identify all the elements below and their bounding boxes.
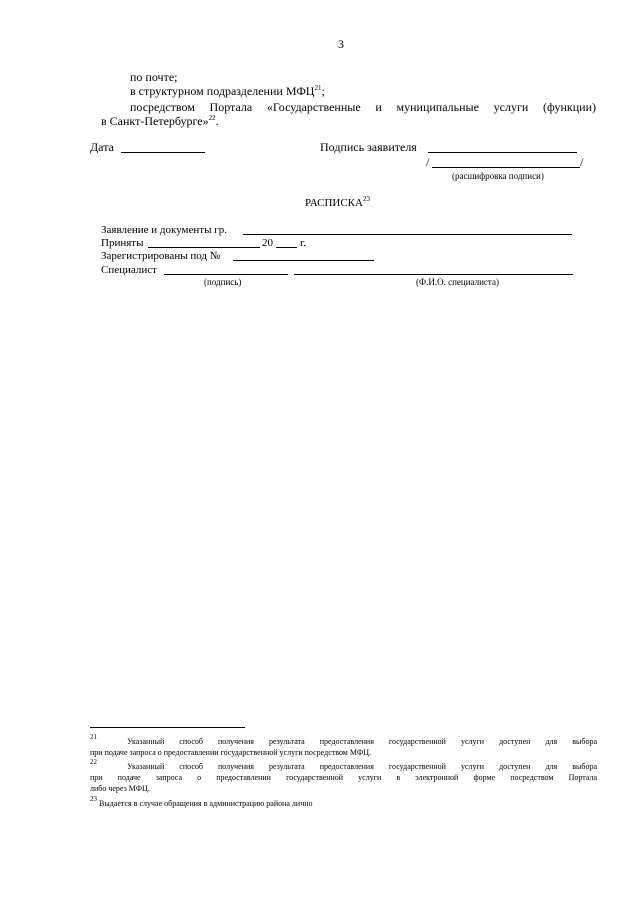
footnote-23-number: 23 xyxy=(90,795,97,803)
accepted-date-field[interactable] xyxy=(148,247,260,248)
date-field-line[interactable] xyxy=(121,152,205,153)
registered-label: Зарегистрированы под № xyxy=(101,250,221,262)
footnote-21-line2: при подаче запроса о предоставлении государственной услуги посредством МФЦ. xyxy=(90,748,371,757)
footnote-22-text1: Указанный способ получения результата предоставления государственной услуги доступен для выбора xyxy=(127,762,597,771)
application-label: Заявление и документы гр. xyxy=(101,224,227,236)
receipt-title-text: РАСПИСКА xyxy=(305,197,363,209)
option-mfc-text: в структурном подразделении МФЦ xyxy=(130,84,315,98)
signature-slash-left: / xyxy=(426,155,430,169)
page-number: 3 xyxy=(338,37,344,51)
footnote-21-number: 21 xyxy=(90,733,97,741)
accepted-label: Приняты xyxy=(101,237,144,249)
specialist-fio-caption: (Ф.И.О. специалиста) xyxy=(416,277,499,287)
specialist-signature-field[interactable] xyxy=(164,274,288,275)
footnote-ref-21[interactable]: 21 xyxy=(314,84,322,92)
option-portal-tail: . xyxy=(215,114,219,128)
specialist-signature-caption: (подпись) xyxy=(204,277,242,287)
registration-number-field[interactable] xyxy=(233,260,374,261)
year-prefix: 20 xyxy=(262,237,273,249)
signature-decoding-caption: (расшифровка подписи) xyxy=(452,171,544,181)
footnote-ref-22[interactable]: 22 xyxy=(208,114,216,122)
option-portal-line2-text: в Санкт-Петербурге» xyxy=(101,114,209,128)
specialist-fio-field[interactable] xyxy=(294,274,573,275)
footnote-21-line1 xyxy=(90,733,597,747)
receipt-title xyxy=(305,197,370,210)
footnote-23-line1 xyxy=(90,795,597,809)
year-suffix: г. xyxy=(300,237,307,249)
option-portal-line1: посредством Портала «Государственные и муниципальные услуги (функции) xyxy=(130,100,596,114)
signature-decoding-field-line[interactable] xyxy=(432,167,580,168)
date-label: Дата xyxy=(90,140,114,154)
application-name-field[interactable] xyxy=(243,234,572,235)
option-by-mail: по почте; xyxy=(130,70,178,84)
footnote-22-line2: при подаче запроса о предоставлении государственной услуги в электронной форме посредством Портала xyxy=(90,773,597,782)
footnote-23-text1: Выдается в случае обращения в администрацию района лично xyxy=(99,799,313,808)
option-mfc xyxy=(130,84,325,98)
footnote-21 xyxy=(90,733,597,758)
signature-slash-right: / xyxy=(580,155,584,169)
footnote-22-number: 22 xyxy=(90,758,97,766)
signature-field-line[interactable] xyxy=(428,152,577,153)
footnote-separator xyxy=(90,727,245,728)
option-portal-line2 xyxy=(101,114,219,128)
signature-label: Подпись заявителя xyxy=(320,140,417,154)
footnote-22-line3: либо через МФЦ. xyxy=(90,784,150,793)
specialist-label: Специалист xyxy=(101,264,157,276)
footnote-23 xyxy=(90,795,597,809)
footnote-22 xyxy=(90,758,597,794)
footnote-22-line1 xyxy=(90,758,597,772)
footnote-21-text1: Указанный способ получения результата предоставления государственной услуги доступен для выбора xyxy=(127,737,597,746)
option-mfc-tail: ; xyxy=(321,84,325,98)
footnote-ref-23[interactable]: 23 xyxy=(362,195,370,203)
year-field[interactable] xyxy=(276,247,297,248)
